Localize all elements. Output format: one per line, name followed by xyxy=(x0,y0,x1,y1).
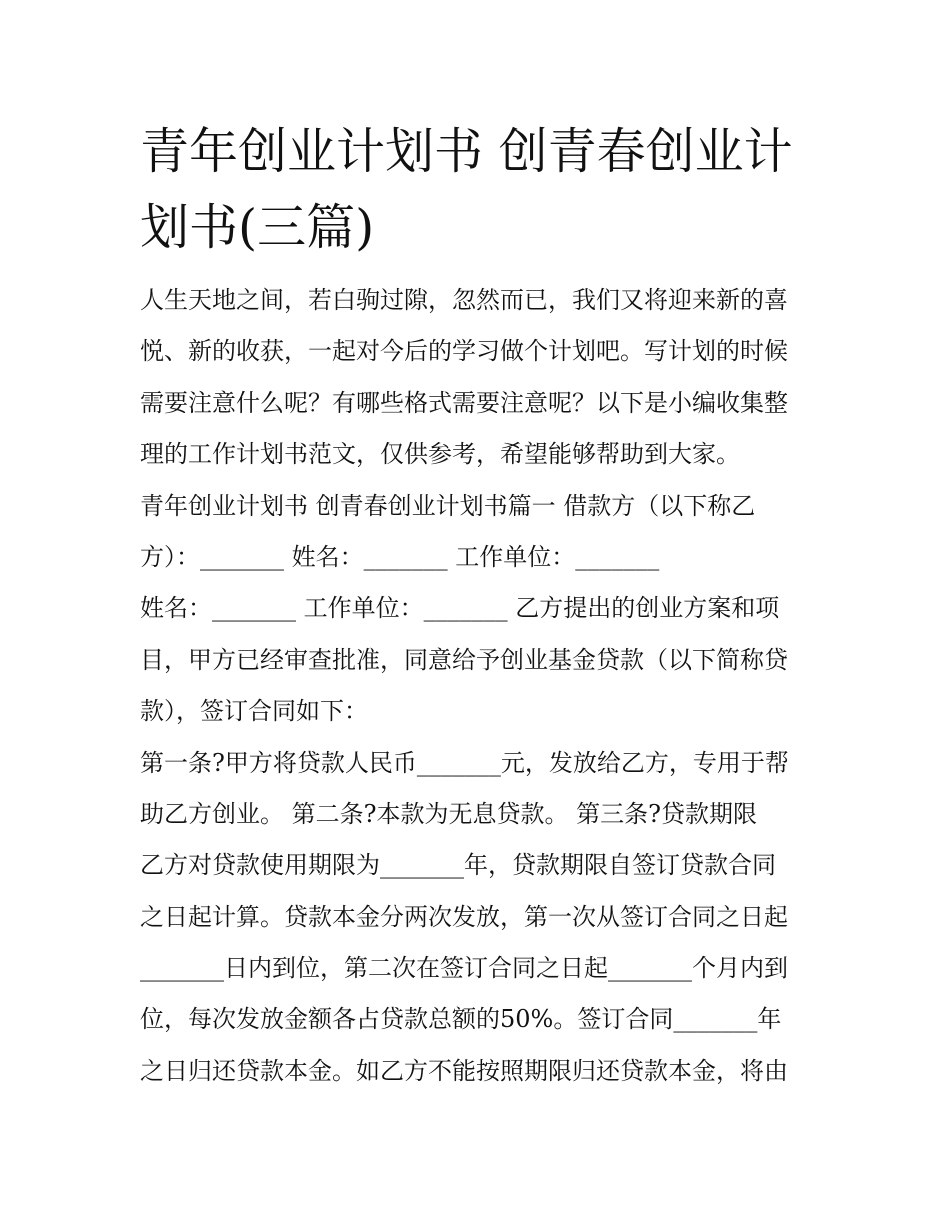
body-line: 位，每次发放金额各占贷款总额的50%。签订合同_______年 xyxy=(140,1005,782,1034)
body-line: 姓名：_______ 工作单位：_______ 乙方提出的创业方案和项 xyxy=(140,594,780,623)
body-line: 理的工作计划书范文，仅供参考，希望能够帮助到大家。 xyxy=(140,440,740,469)
document-body xyxy=(140,275,820,1097)
body-line: 需要注意什么呢？有哪些格式需要注意呢？以下是小编收集整 xyxy=(140,388,788,417)
body-line: 助乙方创业。 第二条?本款为无息贷款。 第三条?贷款期限 xyxy=(140,799,757,828)
body-line: 之日起计算。贷款本金分两次发放，第一次从签订合同之日起 xyxy=(140,902,788,931)
body-line: 方）：_______ 姓名：_______ 工作单位：_______ xyxy=(140,542,660,571)
title-line: 划书(三篇) xyxy=(140,199,375,256)
body-line: 第一条?甲方将贷款人民币_______元，发放给乙方，专用于帮 xyxy=(140,748,789,777)
body-line: 人生天地之间，若白驹过隙，忽然而已，我们又将迎来新的喜 xyxy=(140,286,788,314)
body-line: 青年创业计划书 创青春创业计划书篇一 借款方（以下称乙 xyxy=(140,491,756,520)
title-line: 青年创业计划书 创青春创业计 xyxy=(140,123,793,180)
document-title xyxy=(140,114,820,266)
body-line: 之日归还贷款本金。如乙方不能按照期限归还贷款本金，将由 xyxy=(140,1056,788,1085)
body-line: _______日内到位，第二次在签订合同之日起_______个月内到 xyxy=(140,954,788,983)
body-line: 乙方对贷款使用期限为_______年，贷款期限自签订贷款合同 xyxy=(140,851,776,880)
body-line: 悦、新的收获，一起对今后的学习做个计划吧。写计划的时候 xyxy=(140,337,788,366)
body-line: 款），签订合同如下： xyxy=(140,697,368,726)
body-line: 目，甲方已经审查批准，同意给予创业基金贷款（以下简称贷 xyxy=(140,645,788,674)
